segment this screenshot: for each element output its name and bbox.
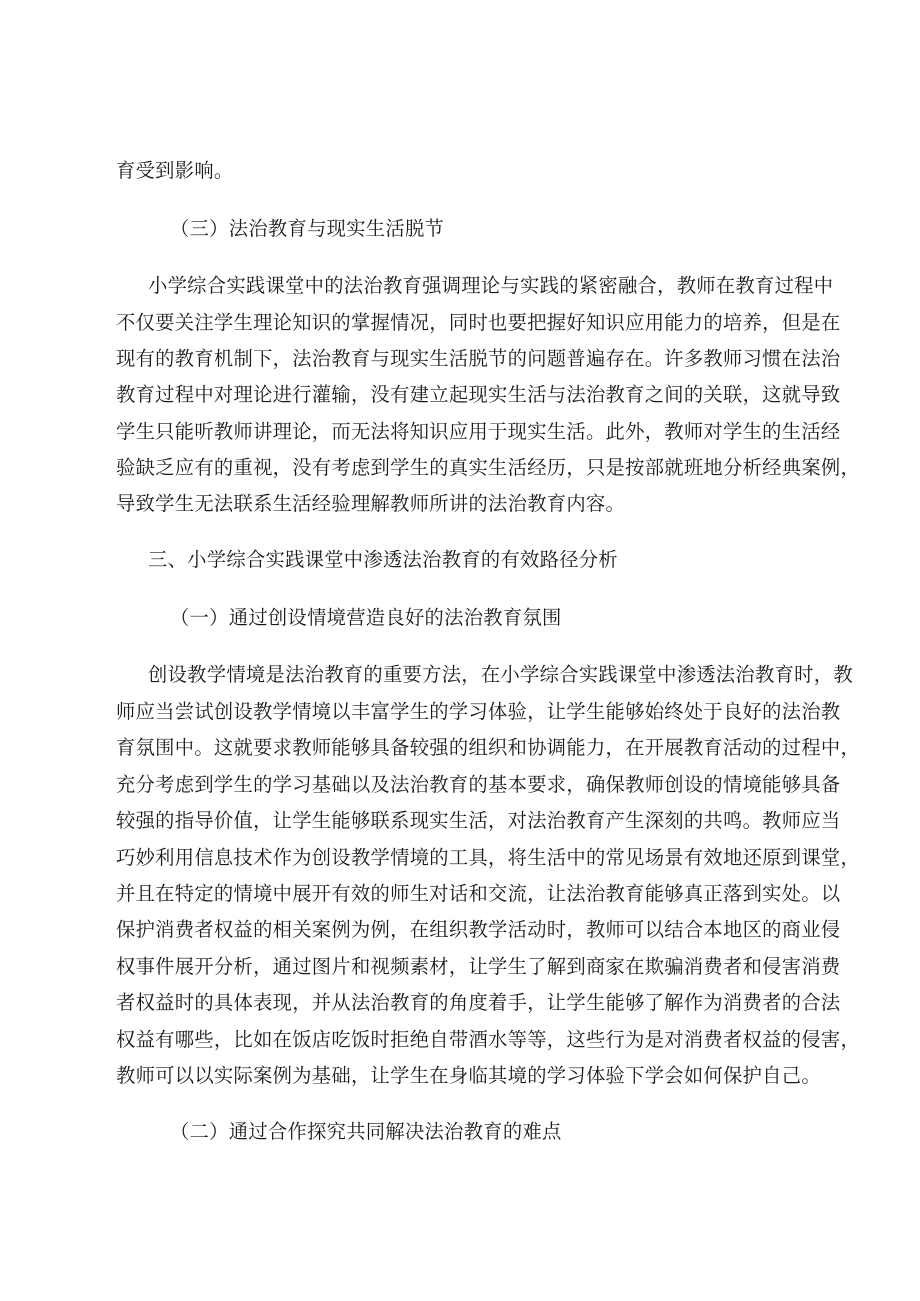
paragraph-line: 导致学生无法联系生活经验理解教师所讲的法治教育内容。 [116,492,626,515]
paragraph-line: 者权益时的具体表现，并从法治教育的角度着手，让学生能够了解作为消费者的合法 [116,991,841,1014]
paragraph-line: 并且在特定的情境中展开有效的师生对话和交流，让法治教育能够真正落到实处。以 [116,882,841,905]
subsection-heading-1: （一）通过创设情境营造良好的法治教育氛围 [170,606,562,629]
paragraph-line: 保护消费者权益的相关案例为例，在组织教学活动时，教师可以结合本地区的商业侵 [116,918,841,941]
paragraph-line: 较强的指导价值，让学生能够联系现实生活，对法治教育产生深刻的共鸣。教师应当 [116,809,841,832]
paragraph-line: 现有的教育机制下，法治教育与现实生活脱节的问题普遍存在。许多教师习惯在法治 [116,347,841,370]
paragraph-line: 权益有哪些，比如在饭店吃饭时拒绝自带酒水等等，这些行为是对消费者权益的侵害， [116,1028,861,1051]
paragraph-line: 师应当尝试创设教学情境以丰富学生的学习体验，让学生能够始终处于良好的法治教 [116,700,841,723]
subsection-heading-3: （三）法治教育与现实生活脱节 [170,217,445,240]
section-heading-3: 三、小学综合实践课堂中渗透法治教育的有效路径分析 [148,548,618,571]
paragraph-line: 创设教学情境是法治教育的重要方法，在小学综合实践课堂中渗透法治教育时，教 [148,663,853,686]
paragraph-line: 巧妙利用信息技术作为创设教学情境的工具，将生活中的常见场景有效地还原到课堂， [116,846,861,869]
paragraph-line: 学生只能听教师讲理论，而无法将知识应用于现实生活。此外，教师对学生的生活经 [116,420,841,443]
paragraph-line: 验缺乏应有的重视，没有考虑到学生的真实生活经历，只是按部就班地分析经典案例， [116,456,861,479]
paragraph-line: 权事件展开分析，通过图片和视频素材，让学生了解到商家在欺骗消费者和侵害消费 [116,955,841,978]
paragraph-line: 教育过程中对理论进行灌输，没有建立起现实生活与法治教育之间的关联，这就导致 [116,383,841,406]
paragraph-line: 充分考虑到学生的学习基础以及法治教育的基本要求，确保教师创设的情境能够具备 [116,773,841,796]
subsection-heading-2: （二）通过合作探究共同解决法治教育的难点 [170,1120,562,1143]
continuation-text: 育受到影响。 [116,159,234,182]
paragraph-line: 育氛围中。这就要求教师能够具备较强的组织和协调能力，在开展教育活动的过程中， [116,736,861,759]
paragraph-line: 教师可以以实际案例为基础，让学生在身临其境的学习体验下学会如何保护自己。 [116,1064,821,1087]
paragraph-line: 小学综合实践课堂中的法治教育强调理论与实践的紧密融合，教师在教育过程中 [148,274,834,297]
paragraph-line: 不仅要关注学生理论知识的掌握情况，同时也要把握好知识应用能力的培养，但是在 [116,311,841,334]
